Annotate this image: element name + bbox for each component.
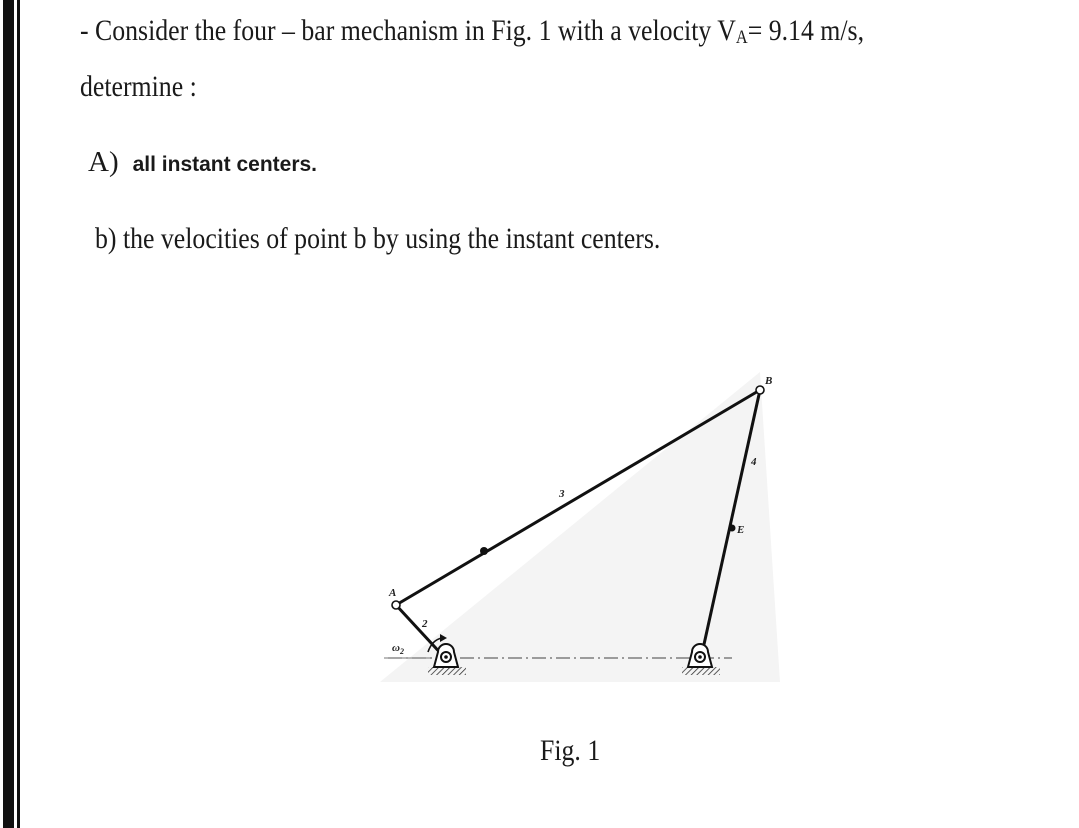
label-point-e: E [737,524,745,536]
problem-statement-line1 [80,14,864,49]
part-a-text: all instant centers. [132,153,318,176]
four-bar-mechanism-figure [370,362,790,692]
border-thick-line [3,0,14,828]
label-link-3: 3 [559,488,565,500]
part-a-label: A) [88,146,119,178]
velocity-subscript: A [735,27,748,48]
part-a [88,146,317,179]
border-thin-line [17,0,20,828]
label-omega: $\omega_2$ [392,642,404,656]
mechanism-diagram [370,362,790,692]
label-point-b: B [765,375,773,387]
joint-b [756,386,764,394]
label-link-2: 2 [422,618,428,630]
velocity-value: = 9.14 m/s, [747,14,865,47]
part-b-text: b) the velocities of point b by using the instant centers. [95,222,661,255]
figure-caption: Fig. 1 [540,734,601,767]
intro-text: - Consider the four – bar mechanism in Fig. 1 with a velocity V [80,14,736,47]
joint-a [392,601,400,609]
label-link-4: 4 [751,456,757,468]
coupler-midpoint-dot [480,547,488,555]
problem-statement-line2: determine : [80,70,197,103]
point-e-dot [729,525,736,532]
page-left-border [0,0,22,828]
label-point-a: A [389,587,397,599]
